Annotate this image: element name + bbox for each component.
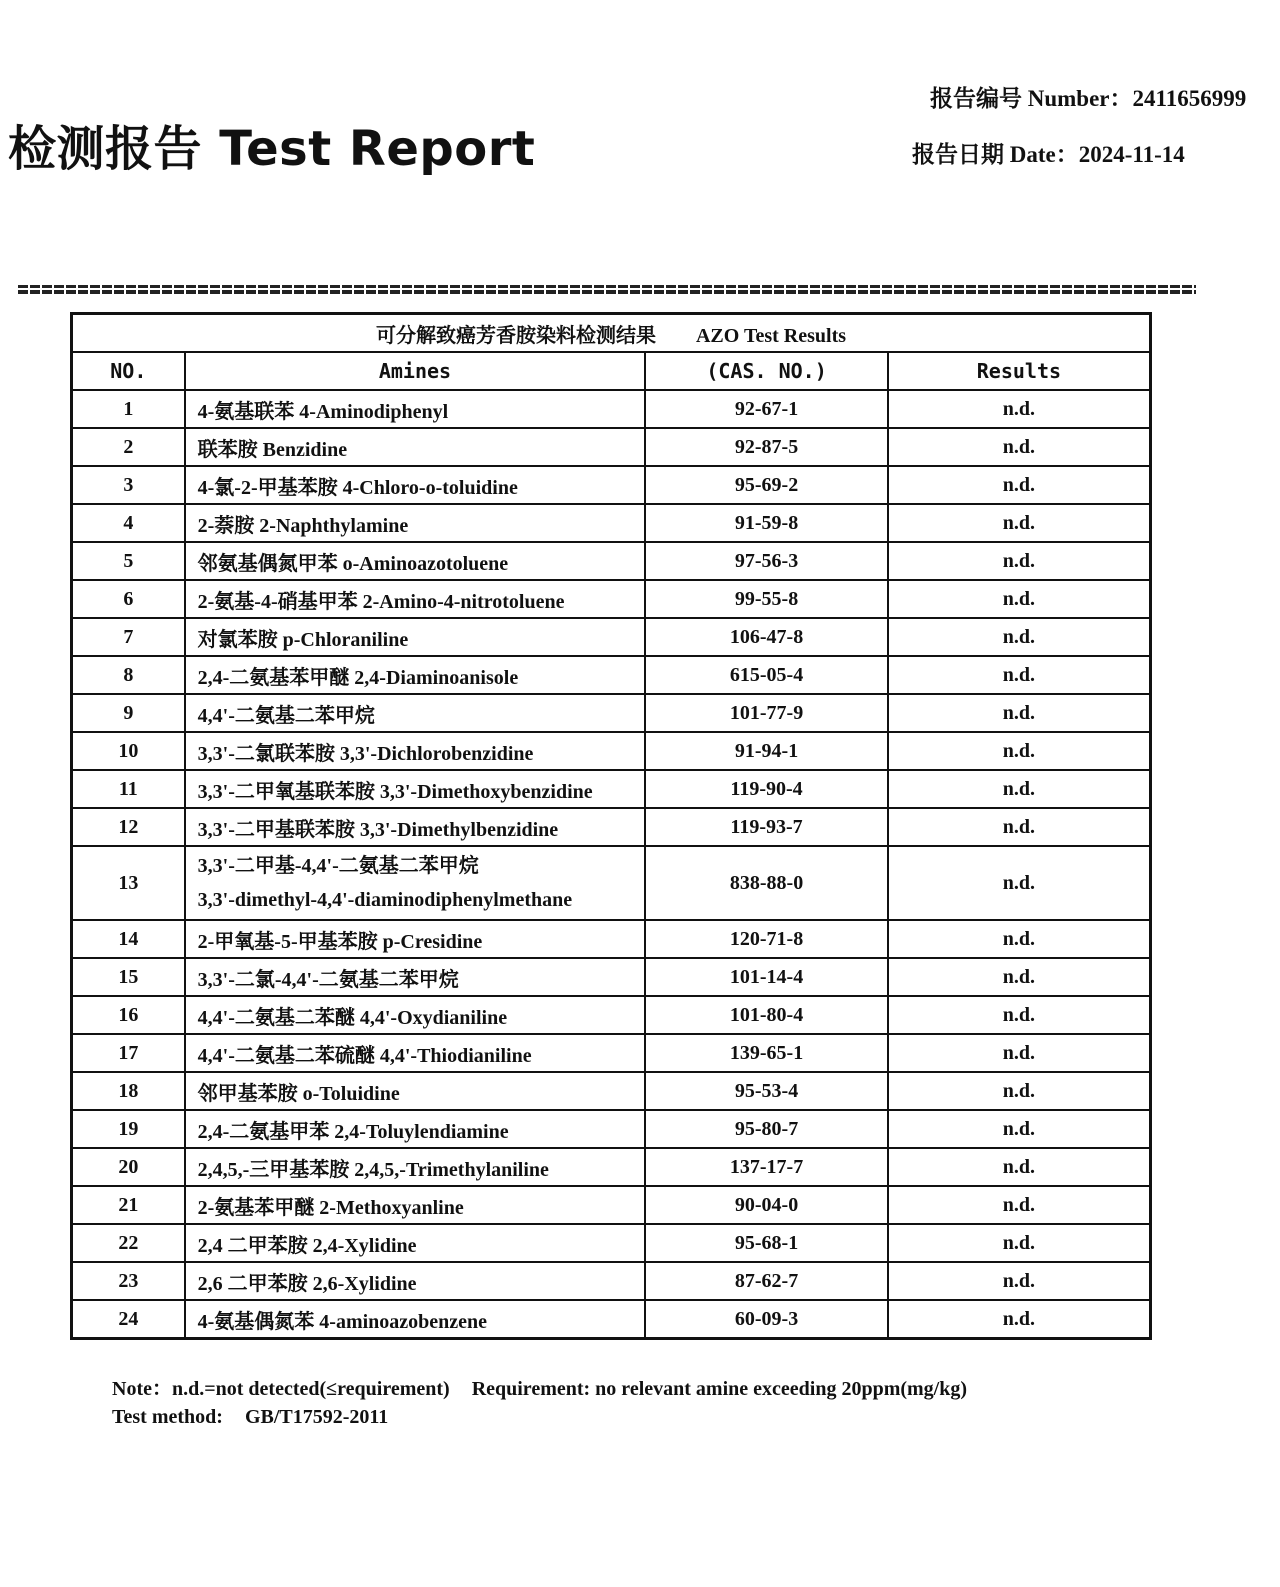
table-row [72, 466, 1151, 504]
report-title: 检测报告 Test Report [8, 121, 536, 177]
amine-name: 4,4'-二氨基二苯甲烷 [185, 694, 646, 732]
row-number: 23 [72, 1262, 185, 1300]
amine-name-line-2: 3,3'-dimethyl-4,4'-diaminodiphenylmethane [197, 889, 573, 911]
row-number: 21 [72, 1186, 185, 1224]
amine-name-line-1: 3,3'-二甲基-4,4'-二氨基二苯甲烷 [197, 855, 479, 877]
report-number [930, 80, 1246, 113]
amine-name: 2-氨基-4-硝基甲苯 2-Amino-4-nitrotoluene [185, 580, 646, 618]
test-result: n.d. [888, 732, 1151, 770]
report-number-label: 报告编号 Number： [930, 86, 1133, 111]
table-row [72, 580, 1151, 618]
amine-name: 4-氨基联苯 4-Aminodiphenyl [185, 390, 646, 428]
amine-name: 联苯胺 Benzidine [185, 428, 646, 466]
cas-number: 139-65-1 [645, 1034, 887, 1072]
row-number: 2 [72, 428, 185, 466]
test-result: n.d. [888, 1110, 1151, 1148]
amine-name: 2,6 二甲苯胺 2,6-Xylidine [185, 1262, 646, 1300]
amine-name: 2,4 二甲苯胺 2,4-Xylidine [185, 1224, 646, 1262]
amine-name: 邻氨基偶氮甲苯 o-Aminoazotoluene [185, 542, 646, 580]
test-result: n.d. [888, 694, 1151, 732]
test-method-value: GB/T17592-2011 [244, 1406, 389, 1428]
test-result: n.d. [888, 1300, 1151, 1339]
note-line [112, 1372, 967, 1401]
column-header-cas: (CAS. NO.) [645, 352, 887, 390]
cas-number: 95-68-1 [645, 1224, 887, 1262]
test-result: n.d. [888, 1034, 1151, 1072]
row-number: 24 [72, 1300, 185, 1339]
cas-number: 92-67-1 [645, 390, 887, 428]
row-number: 14 [72, 920, 185, 958]
amine-name: 2-甲氧基-5-甲基苯胺 p-Cresidine [185, 920, 646, 958]
table-row [72, 958, 1151, 996]
table-row [72, 1224, 1151, 1262]
test-result: n.d. [888, 1072, 1151, 1110]
amine-name: 4,4'-二氨基二苯硫醚 4,4'-Thiodianiline [185, 1034, 646, 1072]
double-dashed-divider [18, 284, 1196, 294]
row-number: 19 [72, 1110, 185, 1148]
row-number: 22 [72, 1224, 185, 1262]
column-header-no: NO. [72, 352, 185, 390]
table-row [72, 1072, 1151, 1110]
amine-name: 2,4-二氨基甲苯 2,4-Toluylendiamine [185, 1110, 646, 1148]
cas-number: 101-80-4 [645, 996, 887, 1034]
test-result: n.d. [888, 466, 1151, 504]
table-caption-row [72, 314, 1151, 353]
amine-name [185, 846, 646, 920]
cas-number: 97-56-3 [645, 542, 887, 580]
test-result: n.d. [888, 1224, 1151, 1262]
test-result: n.d. [888, 656, 1151, 694]
test-result: n.d. [888, 618, 1151, 656]
table-row [72, 390, 1151, 428]
cas-number: 106-47-8 [645, 618, 887, 656]
cas-number: 95-69-2 [645, 466, 887, 504]
row-number: 4 [72, 504, 185, 542]
test-result: n.d. [888, 920, 1151, 958]
table-row [72, 694, 1151, 732]
table-header-row [72, 352, 1151, 390]
cas-number: 95-53-4 [645, 1072, 887, 1110]
amine-name: 3,3'-二甲氧基联苯胺 3,3'-Dimethoxybenzidine [185, 770, 646, 808]
test-result: n.d. [888, 1186, 1151, 1224]
test-result: n.d. [888, 1148, 1151, 1186]
row-number: 15 [72, 958, 185, 996]
test-method-line [112, 1406, 388, 1429]
report-date-label: 报告日期 Date： [912, 142, 1079, 167]
cas-number: 119-93-7 [645, 808, 887, 846]
row-number: 1 [72, 390, 185, 428]
table-caption-cn: 可分解致癌芳香胺染料检测结果 [375, 324, 656, 347]
azo-results-table [70, 312, 1152, 1340]
amine-name: 3,3'-二甲基联苯胺 3,3'-Dimethylbenzidine [185, 808, 646, 846]
table-row [72, 920, 1151, 958]
test-result: n.d. [888, 770, 1151, 808]
amine-name: 3,3'-二氯-4,4'-二氨基二苯甲烷 [185, 958, 646, 996]
table-row [72, 1186, 1151, 1224]
table-row [72, 996, 1151, 1034]
cas-number: 838-88-0 [645, 846, 887, 920]
table-caption-en: AZO Test Results [695, 324, 847, 347]
table-row [72, 504, 1151, 542]
report-number-value: 2411656999 [1132, 86, 1247, 111]
report-date [912, 136, 1185, 169]
cas-number: 91-94-1 [645, 732, 887, 770]
table-row [72, 542, 1151, 580]
test-result: n.d. [888, 808, 1151, 846]
note-text: Note：n.d.=not detected(≤requirement) [112, 1378, 450, 1400]
cas-number: 95-80-7 [645, 1110, 887, 1148]
row-number: 9 [72, 694, 185, 732]
cas-number: 615-05-4 [645, 656, 887, 694]
cas-number: 92-87-5 [645, 428, 887, 466]
table-row [72, 1262, 1151, 1300]
test-result: n.d. [888, 958, 1151, 996]
table-row [72, 1300, 1151, 1339]
row-number: 7 [72, 618, 185, 656]
table-row [72, 846, 1151, 920]
table-caption [72, 314, 1151, 353]
table-row [72, 656, 1151, 694]
table-row [72, 428, 1151, 466]
row-number: 3 [72, 466, 185, 504]
row-number: 6 [72, 580, 185, 618]
row-number: 18 [72, 1072, 185, 1110]
amine-name: 4-氨基偶氮苯 4-aminoazobenzene [185, 1300, 646, 1339]
table-row [72, 1110, 1151, 1148]
row-number: 20 [72, 1148, 185, 1186]
table-row [72, 732, 1151, 770]
amine-name: 4,4'-二氨基二苯醚 4,4'-Oxydianiline [185, 996, 646, 1034]
column-header-results: Results [888, 352, 1151, 390]
cas-number: 91-59-8 [645, 504, 887, 542]
test-result: n.d. [888, 580, 1151, 618]
cas-number: 60-09-3 [645, 1300, 887, 1339]
test-result: n.d. [888, 1262, 1151, 1300]
amine-name: 2-氨基苯甲醚 2-Methoxyanline [185, 1186, 646, 1224]
row-number: 13 [72, 846, 185, 920]
amine-name: 4-氯-2-甲基苯胺 4-Chloro-o-toluidine [185, 466, 646, 504]
table-row [72, 1148, 1151, 1186]
row-number: 8 [72, 656, 185, 694]
test-result: n.d. [888, 504, 1151, 542]
table-row [72, 618, 1151, 656]
table-row [72, 770, 1151, 808]
amine-name: 2-萘胺 2-Naphthylamine [185, 504, 646, 542]
cas-number: 87-62-7 [645, 1262, 887, 1300]
cas-number: 119-90-4 [645, 770, 887, 808]
row-number: 11 [72, 770, 185, 808]
amine-name: 2,4,5,-三甲基苯胺 2,4,5,-Trimethylaniline [185, 1148, 646, 1186]
cas-number: 101-77-9 [645, 694, 887, 732]
test-result: n.d. [888, 996, 1151, 1034]
requirement-text: Requirement: no relevant amine exceeding 20ppm(mg/kg) [471, 1378, 968, 1400]
test-method-label: Test method: [112, 1406, 223, 1428]
test-result: n.d. [888, 846, 1151, 920]
cas-number: 99-55-8 [645, 580, 887, 618]
amine-name: 邻甲基苯胺 o-Toluidine [185, 1072, 646, 1110]
amine-name: 2,4-二氨基苯甲醚 2,4-Diaminoanisole [185, 656, 646, 694]
row-number: 17 [72, 1034, 185, 1072]
row-number: 10 [72, 732, 185, 770]
table-row [72, 808, 1151, 846]
table-body [72, 390, 1151, 1339]
cas-number: 137-17-7 [645, 1148, 887, 1186]
amine-name: 对氯苯胺 p-Chloraniline [185, 618, 646, 656]
test-result: n.d. [888, 542, 1151, 580]
row-number: 5 [72, 542, 185, 580]
test-result: n.d. [888, 390, 1151, 428]
column-header-amines: Amines [185, 352, 646, 390]
cas-number: 120-71-8 [645, 920, 887, 958]
report-date-value: 2024-11-14 [1078, 142, 1185, 167]
table-row [72, 1034, 1151, 1072]
row-number: 12 [72, 808, 185, 846]
row-number: 16 [72, 996, 185, 1034]
cas-number: 90-04-0 [645, 1186, 887, 1224]
test-result: n.d. [888, 428, 1151, 466]
amine-name: 3,3'-二氯联苯胺 3,3'-Dichlorobenzidine [185, 732, 646, 770]
cas-number: 101-14-4 [645, 958, 887, 996]
